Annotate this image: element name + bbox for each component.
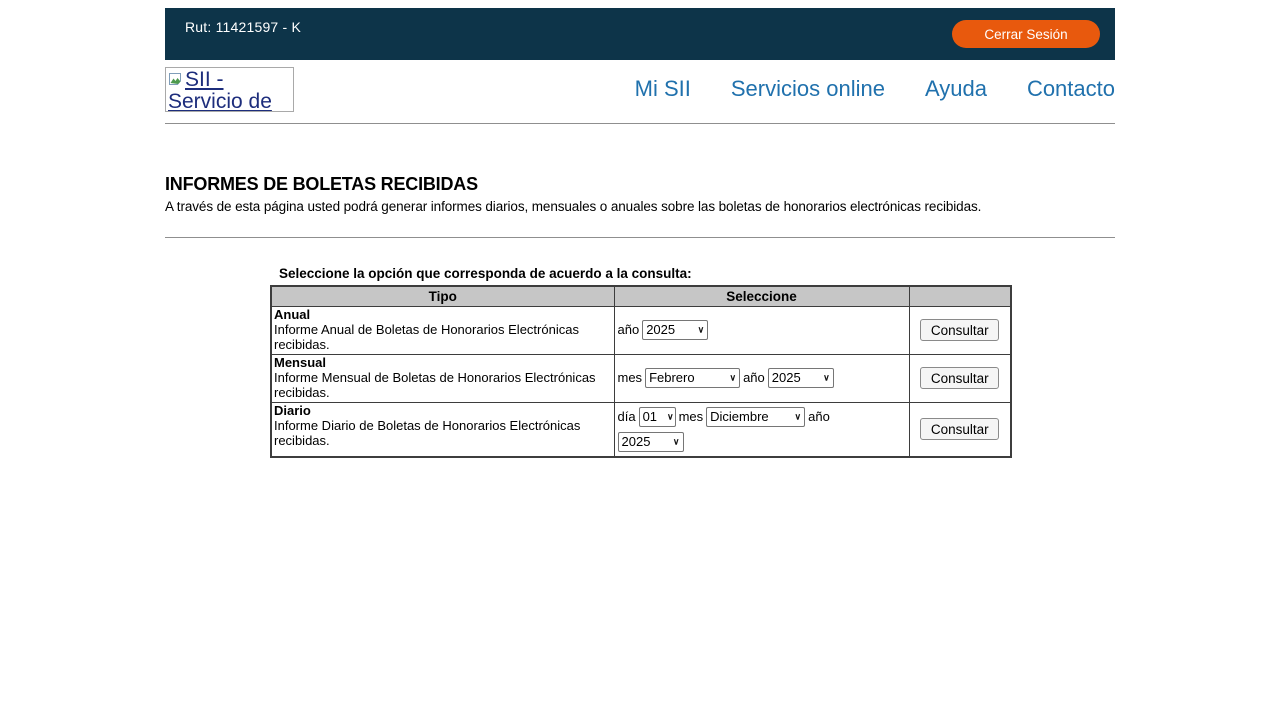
tipo-cell-anual — [271, 306, 614, 354]
diario-mes-select-wrapper — [706, 405, 805, 429]
column-header-action — [909, 286, 1011, 306]
page-container — [165, 8, 1115, 458]
mensual-mes-select[interactable] — [645, 368, 740, 388]
row-title-mensual: Mensual — [274, 354, 327, 370]
action-cell-anual — [909, 306, 1011, 354]
mensual-ano-select[interactable] — [768, 368, 834, 388]
sii-logo-link[interactable] — [165, 67, 294, 112]
tipo-cell-diario — [271, 402, 614, 457]
consultar-diario-button[interactable]: Consultar — [920, 418, 999, 440]
anual-ano-label: año — [617, 321, 640, 337]
logo-alt-text: SII - Servicio de — [168, 67, 272, 112]
chevron-down-icon: ∨ — [823, 372, 830, 383]
page-description: A través de esta página usted podrá generar informes diarios, mensuales o anuales sobre las boletas de honorarios electrónicas recibidas. — [165, 199, 982, 214]
rut-text: Rut: 11421597 - K — [185, 19, 301, 35]
tipo-cell-mensual — [271, 354, 614, 402]
logout-button[interactable]: Cerrar Sesión — [952, 20, 1100, 48]
mensual-ano-select-wrapper — [768, 366, 834, 390]
row-title-anual: Anual — [274, 306, 311, 322]
chevron-down-icon: ∨ — [666, 411, 674, 422]
mensual-ano-label: año — [743, 369, 765, 385]
diario-mes-label: mes — [678, 408, 704, 424]
table-header-row — [271, 286, 1011, 306]
chevron-down-icon: ∨ — [697, 324, 705, 335]
anual-ano-select[interactable] — [642, 320, 708, 340]
informes-table — [270, 285, 1012, 458]
diario-ano-select-wrapper — [618, 430, 684, 454]
broken-image-icon — [168, 72, 184, 88]
action-cell-mensual — [909, 354, 1011, 402]
diario-mes-select[interactable] — [706, 407, 805, 427]
nav-link-ayuda[interactable]: Ayuda — [924, 76, 987, 101]
consultar-anual-button[interactable]: Consultar — [920, 319, 999, 341]
diario-dia-label: día — [617, 408, 636, 424]
page-title: INFORMES DE BOLETAS RECIBIDAS — [165, 174, 478, 194]
chevron-down-icon: ∨ — [672, 435, 680, 446]
diario-ano-label: año — [808, 408, 830, 424]
table-row-mensual — [271, 354, 1011, 402]
seleccione-cell-mensual — [614, 354, 909, 402]
main-nav — [635, 76, 1115, 102]
seleccione-cell-anual — [614, 306, 909, 354]
header-divider — [165, 123, 1115, 124]
nav-link-mi-sii[interactable]: Mi SII — [634, 76, 691, 101]
column-header-seleccione: Seleccione — [614, 286, 909, 306]
chevron-down-icon: ∨ — [794, 411, 802, 422]
mensual-mes-label: mes — [617, 369, 643, 385]
row-title-diario: Diario — [274, 402, 311, 418]
row-description-diario: Informe Diario de Boletas de Honorarios Electrónicas recibidas. — [274, 417, 581, 448]
row-description-mensual: Informe Mensual de Boletas de Honorarios Electrónicas recibidas. — [274, 369, 596, 400]
diario-dia-select-wrapper — [639, 405, 676, 429]
mensual-mes-select-wrapper — [645, 366, 740, 390]
consultar-mensual-button[interactable]: Consultar — [920, 367, 999, 389]
column-header-tipo: Tipo — [271, 286, 614, 306]
consulta-section — [270, 266, 1010, 458]
chevron-down-icon: ∨ — [729, 372, 737, 383]
diario-dia-select[interactable] — [639, 407, 676, 427]
anual-ano-select-wrapper — [642, 318, 708, 342]
row-description-anual: Informe Anual de Boletas de Honorarios Electrónicas recibidas. — [274, 321, 579, 352]
brand-row — [165, 66, 1115, 112]
nav-link-servicios-online[interactable]: Servicios online — [730, 76, 885, 101]
diario-ano-select[interactable] — [618, 432, 684, 452]
table-row-anual — [271, 306, 1011, 354]
nav-link-contacto[interactable]: Contacto — [1026, 76, 1115, 101]
action-cell-diario — [909, 402, 1011, 457]
table-row-diario — [271, 402, 1011, 457]
session-bar — [165, 8, 1115, 60]
content-divider — [165, 237, 1115, 238]
table-caption: Seleccione la opción que corresponda de acuerdo a la consulta: — [279, 266, 692, 281]
seleccione-cell-diario — [614, 402, 909, 457]
